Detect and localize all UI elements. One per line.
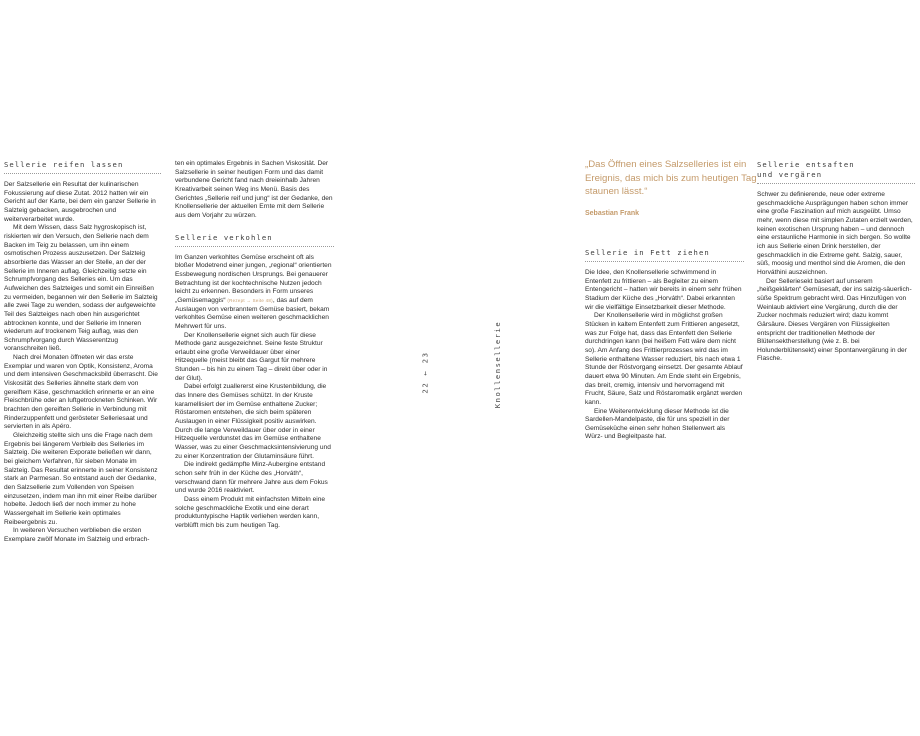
paragraph: ten ein optimales Ergebnis in Sachen Viskosität. Der Salzsellerie in seiner heutigen Form und das damit verbundene Gericht fand nach dreieinhalb Jahren Kreativarbeit seinen Weg ins Menü. Basis des Gerichtes „Sellerie reif und jung“ ist der Gedanke, den Knollensellerie der aktuellen Ernte mit dem Sellerie aus dem Vorjahr zu würzen.: [175, 160, 333, 219]
paragraph: In weiteren Versuchen verblieben die ersten Exemplare zwölf Monate im Salzteig und erbrach-: [4, 527, 150, 543]
paragraph: Eine Weiterentwicklung dieser Methode ist die Sardellen-Mandelpaste, die für uns speziell in der Gemüseküche einen sehr hohen Stellenwert als Würz- und Begleitpaste hat.: [585, 407, 730, 441]
column-4: [757, 160, 915, 364]
paragraph: Der Knollensellerie eignet sich auch für diese Methode ganz ausgezeichnet. Seine feste Struktur erlaubt eine große Verweildauer über einer Hitzequelle (meist bleibt das Gargut für mehrere Stunden – bis hin zu einem Tag – direkt über oder in der Glut).: [175, 331, 328, 382]
paragraph: Nach drei Monaten öffneten wir das erste Exemplar und waren von Optik, Konsistenz, Aroma und dem intensiven Geschmacksbild überrascht. Die Viskosität des Selleries ähnelte stark dem von gereiftem Käse, geschmacklich erinnerte er an eine Fleischbrühe oder an luftgetrockneten Schinken. Wir brachten den gereiften Sellerie in Verbindung mit Rinderzuppenfett und gerösteter Selleriesaat und servierten in als Apéro.: [4, 354, 158, 431]
page-numbers: 22 ← 23: [420, 351, 430, 394]
paragraph: Der Salzsellerie ein Resultat der kulinarischen Fokussierung auf diese Zutat. 2012 hatten wir ein Gericht auf der Karte, bei dem ein ganzer Sellerie in Salzteig gebacken, ausgebrochen und weiterverarbeitet wurde.: [4, 181, 156, 223]
paragraph: Der Knollensellerie wird in möglichst großen Stücken in kaltem Entenfett zum Frittieren angesetzt, was zur Folge hat, dass das Entenfett den Sellerie durchdringen kann (bei heißem Fett wäre dem nicht so). Am Anfang des Frittierprozesses wird das im Sellerie enthaltene Wasser reduziert, bis nach etwa 1 Stunde der Röstvorgang einsetzt. Der gesamte Ablauf dauert etwa 90 Minuten. Am Ende steht ein Ergebnis, das breit, cremig, intensiv und hervorragend mit Frucht, Säure, Salz und Röstaromatik ergänzt werden kann.: [585, 312, 743, 406]
column-2: [175, 160, 334, 531]
paragraph: Der Selleriesekt basiert auf unserem „heißgeklärten“ Gemüsesaft, der ins salzig-säuerlich-süße Spektrum gebracht wird. Das Hinzufügen von Weinlaub aktiviert eine Vergärung, durch die der Zucker nochmals reduziert wird; dazu kommt Gärsäure. Dieses Vergären von Flüssigkeiten entspricht der traditionellen Methode der Blütensektherstellung (wie z. B. bei Holunderblütensekt) einer Spontanvergärung in der Flasche.: [757, 277, 912, 363]
section-heading-entsaften: Sellerie entsaften und vergären: [757, 160, 915, 184]
recipe-reference: (Rezept → Seite 48): [227, 297, 273, 303]
running-head: Knollensellerie: [493, 320, 503, 409]
section-heading-reifen: Sellerie reifen lassen: [4, 160, 161, 174]
paragraph: Im Ganzen verkohltes Gemüse erscheint oft als bloßer Modetrend einer jungen, „regional“ orientierten Essbewegung nordischen Ursprungs. Bei genauerer Betrachtung ist der kochtechnische Nutzen jedoch leicht zu erkennen. Besonders in Form unseres „Gemüsemaggis“ (Rezept → Seite 48), das auf dem Auslaugen von verbranntem Gemüse basiert, bekam verkohltes Gemüse einen weiteren geschmacklichen Mehrwert für uns.: [175, 253, 332, 330]
paragraph: Dass einem Produkt mit einfachsten Mitteln eine solche geschmackliche Exotik und eine derart produktuntypische Haptik verliehen werden kann, verblüfft mich bis zum heutigen Tag.: [175, 495, 326, 529]
paragraph: Die Idee, den Knollensellerie schwimmend in Entenfett zu frittieren – als Begleiter zu einem Entengericht – hatten wir bereits in einem sehr frühen Stadium der Küche des „Horváth“. Dabei erkannten wir die vielfältige Einsetzbarkeit dieser Methode.: [585, 269, 742, 311]
section-heading-verkohlen: Sellerie verkohlen: [175, 233, 334, 247]
paragraph: Gleichzeitig stellte sich uns die Frage nach dem Ergebnis bei längerem Verbleib des Selleries im Salzteig. Die weiteren Exporate beließen wir dann, bei gleichem Verfahren, für sieben Monate im Salzteig. Das Resultat erinnerte in seiner Konsistenz stark an Parmesan. So entstand auch der Gedanke, den Salzsellerie zum Vollenden von Speisen einzusetzen, indem man ihn mit einer Reibe darüber hobelte. Jedoch ließ der noch immer zu hohe Wassergehalt im Sellerie kein optimales Reibeergebnis zu.: [4, 432, 158, 526]
pull-quote: „Das Öffnen eines Salzselleries ist ein Ereignis, das mich bis zum heutigen Tag staunen lässt.“: [585, 159, 757, 197]
paragraph: Die indirekt gedämpfte Minz-Aubergine entstand schon sehr früh in der Küche des „Horváth“, verschwand dann für mehrere Jahre aus dem Fokus und wurde 2016 reaktiviert.: [175, 461, 328, 495]
quote-author: Sebastian Frank: [585, 210, 640, 217]
paragraph: Mit dem Wissen, dass Salz hygroskopisch ist, riskierten wir den Versuch, den Sellerie nach dem Backen im Teig zu belassen, um ihn einem osmotischen Prozess auszusetzen. Der Salzteig absorbierte das Wasser an der Stelle, an der der Sellerie im Inneren auflag. Gleichzeitig setzte ein Schrumpfvorgang des Selleries ein. Um das Aufweichen des Salzteiges und somit ein Einreißen zu vermeiden, begannen wir den Sellerie im Salzteig alle zwei Tage zu wenden, sodass der aufgeweichte Teil des Salzteiges nach oben hin ausgerichtet abtrocknen konnte, und der Sellerie im Inneren wiederum auf trockenem Teig auflag, was den Schrumpfvorgang durch Wasserentzug voranschreiten ließ.: [4, 224, 158, 353]
section-heading-fett: Sellerie in Fett ziehen: [585, 248, 744, 262]
column-1: [4, 160, 161, 545]
paragraph: Schwer zu definierende, neue oder extreme geschmackliche Ausprägungen haben schon immer eine große Faszination auf mich ausgeübt. Umso mehr, wenn diese mit simplen Zutaten erzielt werden, keinen exotischen Ursprung haben – und dennoch eine erstaunliche Harmonie in sich bergen. So wollte ich aus Sellerie einen Drink herstellen, der geschmacklich in die Extreme geht. Salzig, sauer, süß, moosig und menthol sind die Aromen, die den Horváthini auszeichnen.: [757, 191, 913, 276]
paragraph: Dabei erfolgt zuallererst eine Krustenbildung, die das Innere des Gemüses schützt. In der Kruste karamellisiert der im Gemüse enthaltene Zucker; Röstaromen entstehen, die sich beim späteren Auslaugen in einer Flüssigkeit positiv auswirken. Durch die lange Verweildauer über oder in einer Hitzequelle verdunstet das im Gemüse enthaltene Wasser, was zu einer Geschmacksintensivierung und zu einer Konzentration der Glutaminsäure führt.: [175, 383, 331, 460]
column-3: [585, 248, 744, 442]
